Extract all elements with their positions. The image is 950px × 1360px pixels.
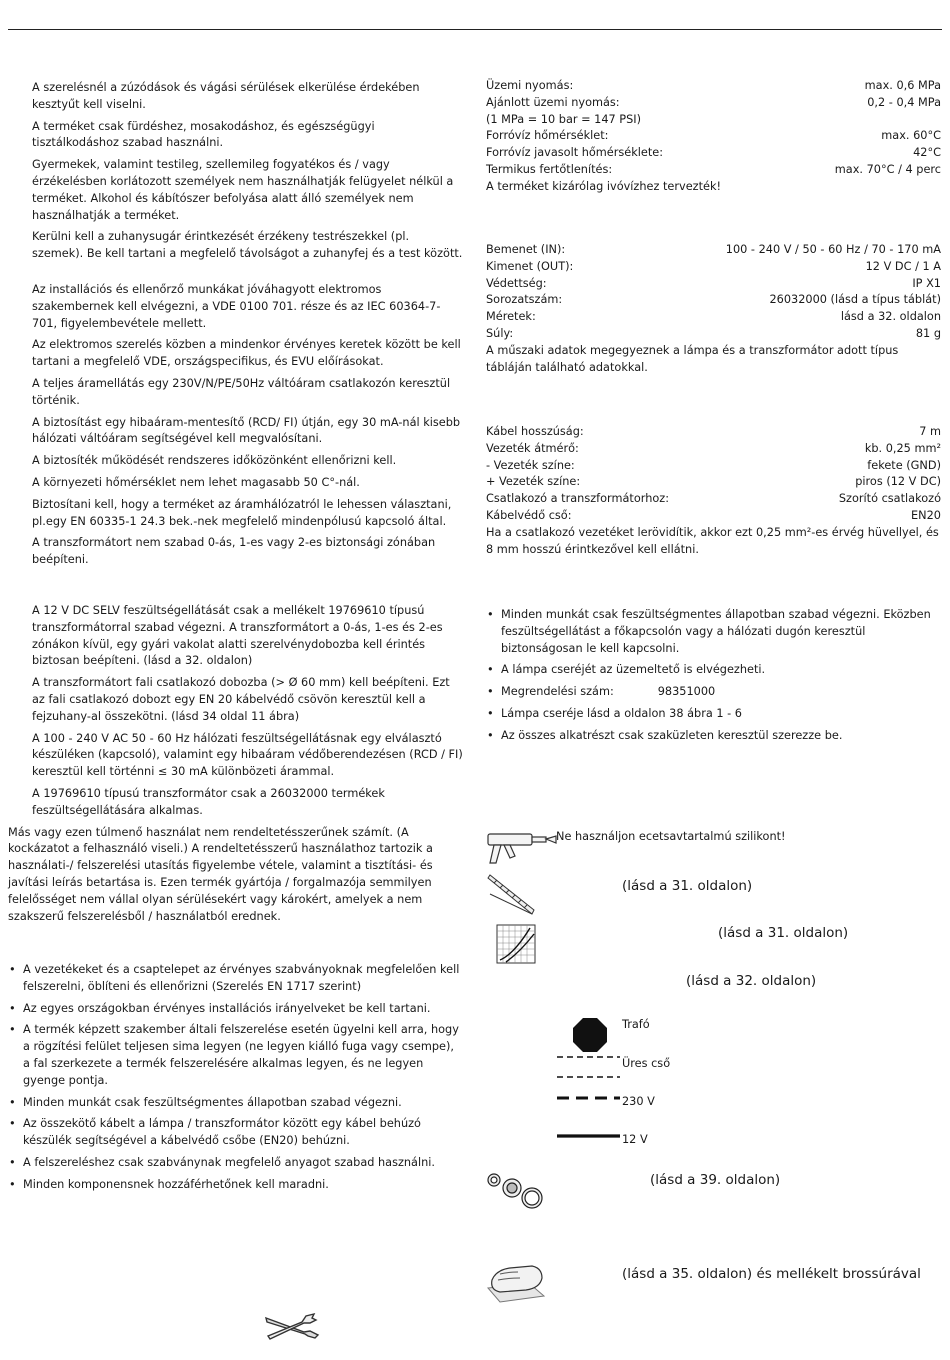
installation-bullet: • A vezetékeket és a csaptelepet az érvényes szabványoknak megfelelően kell felszerelni, öblíteni és ellenőrizni (Szerelés EN 1717 szerint)	[8, 962, 463, 996]
spec-label: - Vezeték színe:	[486, 458, 575, 472]
spec-value: max. 70°C / 4 perc	[834, 162, 941, 176]
legend-12v: 12 V	[622, 1133, 648, 1146]
supply-paragraph: A 100 - 240 V AC 50 - 60 Hz hálózati feszültségellátásnak egy elválasztó készüléken (kapcsoló), valamint egy hibaáram védőberendezésen (RCD / FI) keresztül kell történni ≤ 30 mA különbözeti árammal.	[32, 731, 463, 779]
maintenance-bullet: • Az összes alkatrészt csak szaküzleten keresztül szerezze be.	[486, 728, 941, 745]
spec-row	[486, 276, 941, 293]
electrical-paragraph: Biztosítani kell, hogy a terméket az áramhálózatról le lehessen választani, pl.egy EN 60335-1 24.3 bek.-nek megfelelő mindenpólusú kapcsoló által.	[32, 497, 452, 528]
disclaimer-paragraph: Más vagy ezen túlmenő használat nem rendeltetésszerűnek számít. (A kockázatot a felhasználó viseli.) A rendeltetésszerű használathoz tartozik a használati-/ felszerelési utasítás figyelembe vétele, valamint a tisztítási- és javítási leírás betartása is. Ezen termék gyártója / forgalmazója semmilyen felelősséget nem vállal olyan sérülésekért vagy károkért, amelyek a nem szakszerű felszerelésből / használatból erednek.	[8, 825, 433, 923]
spec-label: Forróvíz hőmérséklet:	[486, 129, 609, 143]
installation-bullet: • A termék képzett szakember általi felszerelése esetén ügyelni kell arra, hogy a rögzítési felület teljesen sima legyen (ne legyen kiálló fuga vagy csempe), a fal szerkezete a termék felszerelésére alkalmas legyen, és ne legyen gyenge pontja.	[8, 1022, 463, 1089]
electrical-section	[8, 282, 463, 574]
spec-value: 7 m	[919, 425, 941, 438]
spec-label: Súly:	[486, 326, 514, 340]
spec-label: Bemenet (IN):	[486, 243, 566, 256]
spec-value: EN20	[911, 508, 941, 522]
see-page-31-ref: (lásd a 31. oldalon)	[622, 878, 753, 894]
spec-value: lásd a 32. oldalon	[840, 310, 941, 324]
spec-row	[486, 259, 941, 276]
installation-bullet: • Az egyes országokban érvényes installációs irányelveket be kell tartani.	[8, 1001, 463, 1018]
spec-value: 12 V DC / 1 A	[865, 259, 941, 273]
spec-value: IP X1	[912, 276, 941, 290]
spare-parts-icon	[486, 1170, 548, 1210]
see-page-39-ref: (lásd a 39. oldalon)	[650, 1172, 781, 1188]
spec-value: 100 - 240 V / 50 - 60 Hz / 70 - 170 mA	[725, 243, 941, 256]
see-page-32-ref: (lásd a 32. oldalon)	[686, 973, 817, 989]
safety-paragraph: Kerülni kell a zuhanysugár érintkezését érzékeny testrészekkel (pl. szemek). Be kell tartani a megfelelő távolságot a zuhanyfej és a test között.	[32, 230, 463, 261]
electrical-paragraph: A biztosíték működését rendszeres időközönként ellenőrizni kell.	[32, 454, 397, 468]
electrical-paragraph: Az elektromos szerelés közben a mindenkor érvényes keretek között be kell tartani a megfelelő VDE, országspecifikus, és EVU előírásokat.	[32, 338, 461, 369]
installation-bullet: • A felszereléshez csak szabványnak megfelelő anyagot szabad használni.	[8, 1155, 463, 1172]
supply-section	[8, 603, 463, 930]
electrical-paragraph: A biztosítást egy hibaáram-mentesítő (RCD/ FI) útján, egy 30 mA-nál kisebb hálózati váltóáram segítségével kell megvalósítani.	[32, 415, 461, 446]
spec-label: Forróvíz javasolt hőmérséklete:	[486, 146, 664, 160]
installation-bullet: • Az összekötő kábelt a lámpa / transzformátor között egy kábel behúzó készülék segítségével a kábelvédő csőbe (EN20) behúzni.	[8, 1116, 463, 1150]
installation-bullet: • Minden munkát csak feszültségmentes állapotban szabad végezni.	[8, 1095, 463, 1112]
safety-paragraph: A szerelésnél a zúzódások és vágási sérülések elkerülése érdekében kesztyűt kell viselni.	[32, 81, 420, 111]
spec-row	[486, 145, 941, 162]
spec-label: + Vezeték színe:	[486, 475, 581, 489]
octagon-icon	[572, 1017, 608, 1053]
order-label: Megrendelési szám:	[501, 685, 614, 699]
see-page-31-ref: (lásd a 31. oldalon)	[718, 925, 849, 941]
spec-row	[486, 491, 941, 508]
supply-paragraph: A transzformátort fali csatlakozó dobozba (> Ø 60 mm) kell beépíteni. Ezt az fali csatlakozó dobozt egy EN 20 kábelvédő csövön keresztül kell a fejzuhany-al összekötni. (lásd 34 oldal 11 ábra)	[32, 676, 450, 723]
spec-row	[486, 162, 941, 179]
electric-note: A műszaki adatok megegyeznek a lámpa és a transzformátor adott típus tábláján található adatokkal.	[486, 343, 899, 374]
supply-paragraph: A 12 V DC SELV feszültségellátását csak a mellékelt 19769610 típusú transzformátorral szabad végezni. A transzformátort a 0-ás, 1-es és 2-es zónákon kívül, egy gyári vakolat alatti szerelvénydobozba kell érintés biztosan beépíteni. (lásd a 32. oldalon)	[32, 604, 443, 668]
spec-label: Vezeték átmérő:	[486, 441, 579, 455]
spec-value: 81 g	[915, 326, 941, 340]
safety-section	[8, 80, 463, 268]
spec-label: Termikus fertőtlenítés:	[486, 162, 613, 176]
maintenance-bullet: • Minden munkát csak feszültségmentes állapotban szabad végezni. Eközben feszültségellátást a főkapcsolón vagy a hálózati dugón keresztül biztonságosan le kell kapcsolni.	[486, 607, 941, 657]
silicone-warning: Ne használjon ecetsavtartalmú szilikont!	[556, 830, 786, 843]
spec-value: max. 60°C	[881, 129, 941, 143]
spec-label: Védettség:	[486, 276, 547, 290]
spec-label: Kábelvédő cső:	[486, 508, 572, 522]
spec-value: Szorító csatlakozó	[838, 492, 941, 506]
spec-row	[486, 474, 941, 491]
spec-value: 26032000 (lásd a típus táblát)	[769, 293, 941, 307]
spec-row	[486, 309, 941, 326]
top-divider	[8, 29, 942, 30]
spec-row	[486, 292, 941, 309]
order-number-bullet	[486, 684, 941, 701]
spec-row	[486, 242, 941, 259]
electrical-paragraph: A környezeti hőmérséklet nem lehet magasabb 50 C°-nál.	[32, 475, 360, 489]
maintenance-bullet: • A lámpa cseréjét az üzemeltető is elvégezheti.	[486, 662, 941, 679]
spec-label: Kimenet (OUT):	[486, 259, 574, 273]
spec-value: kb. 0,25 mm²	[864, 441, 941, 455]
installation-section	[8, 962, 463, 1199]
spec-row	[486, 441, 941, 458]
line-12v-icon	[556, 1130, 622, 1142]
spec-label: Sorozatszám:	[486, 293, 563, 307]
cable-note: Ha a csatlakozó vezetéket lerövidítik, akkor ezt 0,25 mm²-es érvég hüvellyel, és 8 mm hosszú érintkezővel kell ellátni.	[486, 525, 939, 556]
spec-label: Kábel hosszúság:	[486, 425, 584, 438]
supply-paragraph: A 19769610 típusú transzformátor csak a 26032000 termékek feszültségellátására alkalmas.	[32, 786, 385, 817]
spec-row	[486, 95, 941, 112]
spec-row	[486, 78, 941, 95]
safety-paragraph: Gyermekek, valamint testileg, szellemileg fogyatékos és / vagy érzékelésben korlátozott személyek nem használhatják felügyelet nélkül a terméket. Alkohol és kábítószer befolyása alatt álló személyek nem használhatják a terméket.	[32, 158, 454, 222]
maintenance-bullet: • Lámpa cseréje lásd a oldalon 38 ábra 1 - 6	[486, 706, 941, 723]
electrical-paragraph: A teljes áramellátás egy 230V/N/PE/50Hz váltóáram csatlakozón keresztül történik.	[32, 376, 451, 407]
line-230v-icon	[556, 1092, 622, 1104]
electrical-paragraph: Az installációs és ellenőrző munkákat jóváhagyott elektromos szakembernek kell elvégezni, a VDE 0100 701. része és az IEC 60364-7-701, figyelembevétele mellett.	[32, 283, 441, 330]
spec-value: 42°C	[913, 146, 941, 160]
flow-diagram-icon	[496, 924, 536, 964]
pressure-note: A terméket kizárólag ivóvízhez tervezték!	[486, 179, 722, 193]
spec-value: max. 0,6 MPa	[864, 79, 941, 92]
legend-empty-pipe: Üres cső	[622, 1057, 671, 1070]
spec-label: Méretek:	[486, 310, 536, 324]
legend-230v: 230 V	[622, 1095, 655, 1108]
spec-row	[486, 112, 941, 129]
spec-label: (1 MPa = 10 bar = 147 PSI)	[486, 112, 642, 126]
safety-paragraph: A terméket csak fürdéshez, mosakodáshoz, és egészségügyi tisztálkodáshoz szabad használni.	[32, 119, 375, 150]
cable-specs	[486, 424, 941, 558]
spec-value: piros (12 V DC)	[855, 475, 941, 489]
spec-row	[486, 508, 941, 525]
installation-bullet: • Minden komponensnek hozzáférhetőnek kell maradni.	[8, 1177, 463, 1194]
spec-row	[486, 128, 941, 145]
measure-icon	[486, 874, 538, 918]
pressure-specs	[486, 78, 941, 196]
spec-row	[486, 424, 941, 441]
cleaning-hand-icon	[486, 1262, 546, 1304]
tools-icon	[262, 1308, 322, 1346]
empty-pipe-line-icon	[556, 1052, 622, 1082]
maintenance-section	[486, 607, 941, 750]
legend-trafo: Trafó	[622, 1018, 650, 1031]
spec-label: Csatlakozó a transzformátorhoz:	[486, 492, 670, 506]
see-page-35-ref: (lásd a 35. oldalon) és mellékelt brossúrával	[622, 1266, 921, 1282]
electrical-paragraph: A transzformátort nem szabad 0-ás, 1-es vagy 2-es biztonsági zónában beépíteni.	[32, 536, 436, 567]
spec-row	[486, 326, 941, 343]
caulk-gun-icon	[486, 826, 558, 866]
spec-label: Ajánlott üzemi nyomás:	[486, 95, 620, 109]
spec-row	[486, 458, 941, 475]
order-number: 98351000	[657, 685, 716, 699]
spec-value: fekete (GND)	[867, 458, 941, 472]
electric-specs	[486, 242, 941, 376]
spec-value: 0,2 - 0,4 MPa	[867, 95, 941, 109]
spec-label: Üzemi nyomás:	[486, 79, 574, 92]
